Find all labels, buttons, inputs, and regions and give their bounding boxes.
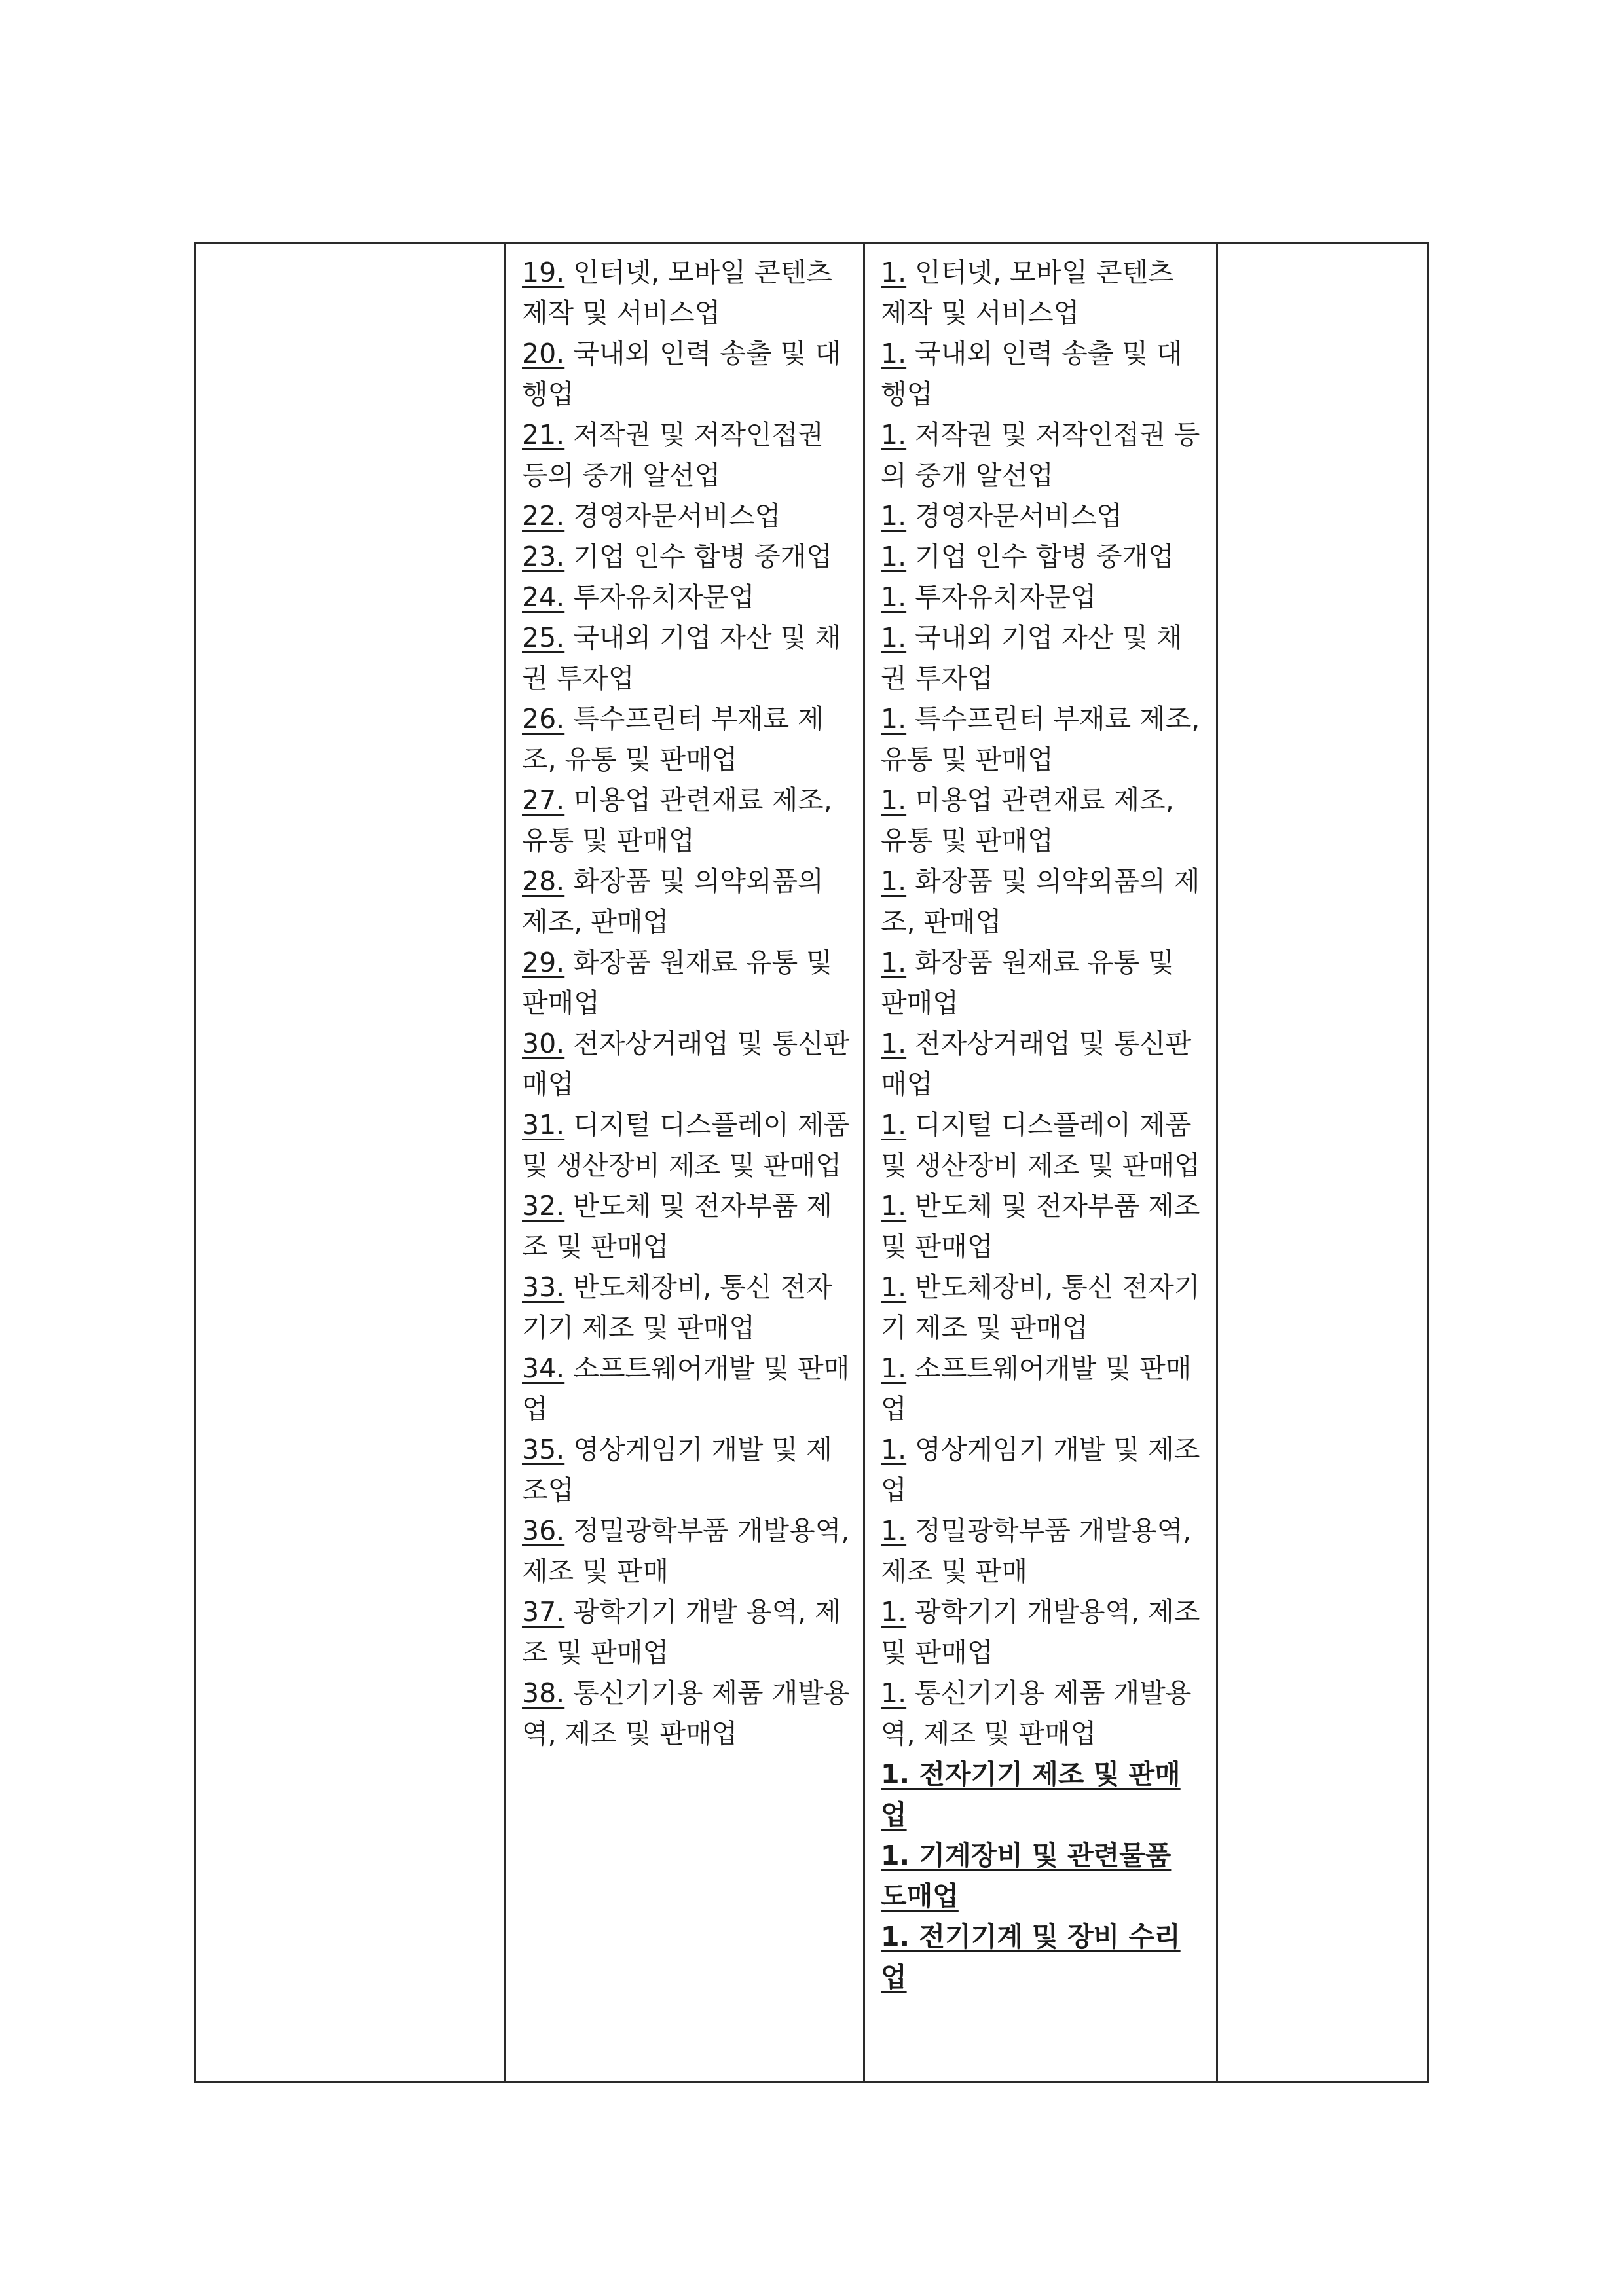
column-divider [1216,244,1218,2081]
item-text: 반도체장비, 통신 전자기기 제조 및 판매업 [522,1271,832,1343]
business-purpose-item [522,252,851,333]
business-purpose-item [522,861,851,942]
item-number: 27. [522,784,565,816]
business-purpose-item [881,861,1206,942]
business-purpose-item [881,942,1206,1023]
item-number: 1. [881,1190,907,1222]
item-number: 1. [881,1840,910,1871]
business-purpose-item [522,780,851,861]
item-number: 1. [881,784,907,816]
business-purpose-item [522,1186,851,1267]
item-text: 기업 인수 합병 중개업 [573,541,832,572]
item-text: 전기기계 및 장비 수리업 [881,1921,1181,1993]
item-text: 소프트웨어개발 및 판매업 [881,1353,1192,1425]
item-text: 전자상거래업 및 통신판매업 [881,1028,1192,1100]
item-text: 영상게임기 개발 및 제조업 [522,1434,832,1506]
business-purpose-item [881,1104,1206,1186]
item-number: 36. [522,1515,565,1546]
item-number: 30. [522,1028,565,1059]
item-text: 미용업 관련재료 제조, 유통 및 판매업 [881,784,1174,856]
added-business-purpose-item [881,1835,1206,1916]
business-purpose-item [522,1023,851,1104]
item-text: 미용업 관련재료 제조, 유통 및 판매업 [522,784,832,856]
amendment-table [194,242,1429,2083]
item-text: 반도체 및 전자부품 제조 및 판매업 [522,1190,832,1262]
item-number: 25. [522,622,565,653]
item-text: 국내외 기업 자산 및 채권 투자업 [881,622,1183,694]
business-purpose-item [522,536,851,577]
item-text: 소프트웨어개발 및 판매업 [522,1353,850,1425]
item-number: 19. [522,257,565,288]
item-number: 1. [881,1109,907,1140]
business-purpose-item [522,1592,851,1673]
item-number: 1. [881,1758,910,1790]
business-purpose-item [881,780,1206,861]
item-text: 화장품 원재료 유통 및 판매업 [881,947,1174,1019]
business-purpose-item [881,414,1206,496]
item-number: 1. [881,1434,907,1465]
added-business-purpose-item [881,1916,1206,1997]
item-number: 21. [522,419,565,450]
item-text: 특수프린터 부재료 제조, 유통 및 판매업 [522,703,824,775]
item-number: 34. [522,1353,565,1384]
item-number: 1. [881,581,907,613]
business-purpose-item [522,1348,851,1429]
item-text: 경영자문서비스업 [915,500,1123,532]
item-text: 디지털 디스플레이 제품 및 생산장비 제조 및 판매업 [522,1109,850,1181]
item-text: 정밀광학부품 개발용역, 제조 및 판매 [522,1515,850,1587]
item-number: 1. [881,500,907,532]
item-text: 인터넷, 모바일 콘텐츠 제작 및 서비스업 [522,257,832,329]
item-text: 정밀광학부품 개발용역, 제조 및 판매 [881,1515,1192,1587]
business-purpose-item [522,942,851,1023]
business-purpose-item [522,1267,851,1348]
business-purpose-item [522,1104,851,1186]
item-text: 반도체장비, 통신 전자기기 제조 및 판매업 [881,1271,1200,1343]
item-text: 디지털 디스플레이 제품 및 생산장비 제조 및 판매업 [881,1109,1200,1181]
item-number: 1. [881,1353,907,1384]
item-number: 1. [881,1677,907,1709]
item-text: 반도체 및 전자부품 제조 및 판매업 [881,1190,1200,1262]
business-purpose-item [522,496,851,536]
item-number: 1. [881,1028,907,1059]
business-purpose-item [881,1023,1206,1104]
item-number: 24. [522,581,565,613]
item-number: 33. [522,1271,565,1303]
item-number: 22. [522,500,565,532]
new-text-column [865,244,1216,2081]
item-text: 저작권 및 저작인접권 등의 중개 알선업 [881,419,1200,491]
item-text: 영상게임기 개발 및 제조업 [881,1434,1200,1506]
business-purpose-item [522,1510,851,1592]
item-number: 37. [522,1596,565,1628]
business-purpose-item [522,699,851,780]
added-business-purpose-item [881,1754,1206,1835]
item-text: 국내외 기업 자산 및 채권 투자업 [522,622,841,694]
business-purpose-item [881,1267,1206,1348]
business-purpose-item [522,1429,851,1510]
item-text: 광학기기 개발 용역, 제조 및 판매업 [522,1596,841,1668]
item-text: 저작권 및 저작인접권 등의 중개 알선업 [522,419,824,491]
business-purpose-item [881,333,1206,414]
item-number: 32. [522,1190,565,1222]
business-purpose-item [881,496,1206,536]
item-text: 기업 인수 합병 중개업 [915,541,1174,572]
item-text: 특수프린터 부재료 제조, 유통 및 판매업 [881,703,1200,775]
business-purpose-item [881,617,1206,699]
item-text: 전자상거래업 및 통신판매업 [522,1028,850,1100]
business-purpose-item [522,333,851,414]
business-purpose-item [881,1673,1206,1754]
item-number: 23. [522,541,565,572]
item-number: 1. [881,541,907,572]
item-text: 투자유치자문업 [573,581,755,613]
item-number: 1. [881,1515,907,1546]
item-number: 1. [881,703,907,735]
item-text: 기계장비 및 관련물품 도매업 [881,1840,1172,1912]
item-text: 인터넷, 모바일 콘텐츠 제작 및 서비스업 [881,257,1174,329]
item-text: 광학기기 개발용역, 제조 및 판매업 [881,1596,1200,1668]
item-number: 26. [522,703,565,735]
item-number: 38. [522,1677,565,1709]
business-purpose-item [522,617,851,699]
item-text: 국내외 인력 송출 및 대행업 [522,338,841,410]
item-text: 투자유치자문업 [915,581,1097,613]
item-number: 1. [881,1596,907,1628]
business-purpose-item [881,252,1206,333]
item-text: 경영자문서비스업 [573,500,781,532]
item-text: 화장품 원재료 유통 및 판매업 [522,947,832,1019]
item-number: 1. [881,257,907,288]
business-purpose-item [881,1592,1206,1673]
item-text: 통신기기용 제품 개발용역, 제조 및 판매업 [522,1677,850,1749]
item-number: 1. [881,1921,910,1952]
business-purpose-item [522,1673,851,1754]
item-number: 31. [522,1109,565,1140]
business-purpose-item [881,577,1206,617]
business-purpose-item [881,1429,1206,1510]
item-number: 29. [522,947,565,978]
business-purpose-item [522,577,851,617]
item-number: 1. [881,1271,907,1303]
item-number: 1. [881,419,907,450]
item-text: 통신기기용 제품 개발용역, 제조 및 판매업 [881,1677,1192,1749]
old-text-column [506,244,863,2081]
item-number: 1. [881,622,907,653]
item-number: 1. [881,338,907,369]
item-text: 화장품 및 의약외품의 제조, 판매업 [881,866,1200,938]
business-purpose-item [881,699,1206,780]
item-text: 국내외 인력 송출 및 대행업 [881,338,1183,410]
item-text: 전자기기 제조 및 판매업 [881,1758,1181,1831]
item-text: 화장품 및 의약외품의 제조, 판매업 [522,866,824,938]
business-purpose-item [881,1510,1206,1592]
item-number: 35. [522,1434,565,1465]
business-purpose-item [522,414,851,496]
business-purpose-item [881,1348,1206,1429]
item-number: 1. [881,947,907,978]
item-number: 20. [522,338,565,369]
item-number: 1. [881,866,907,897]
business-purpose-item [881,536,1206,577]
business-purpose-item [881,1186,1206,1267]
item-number: 28. [522,866,565,897]
